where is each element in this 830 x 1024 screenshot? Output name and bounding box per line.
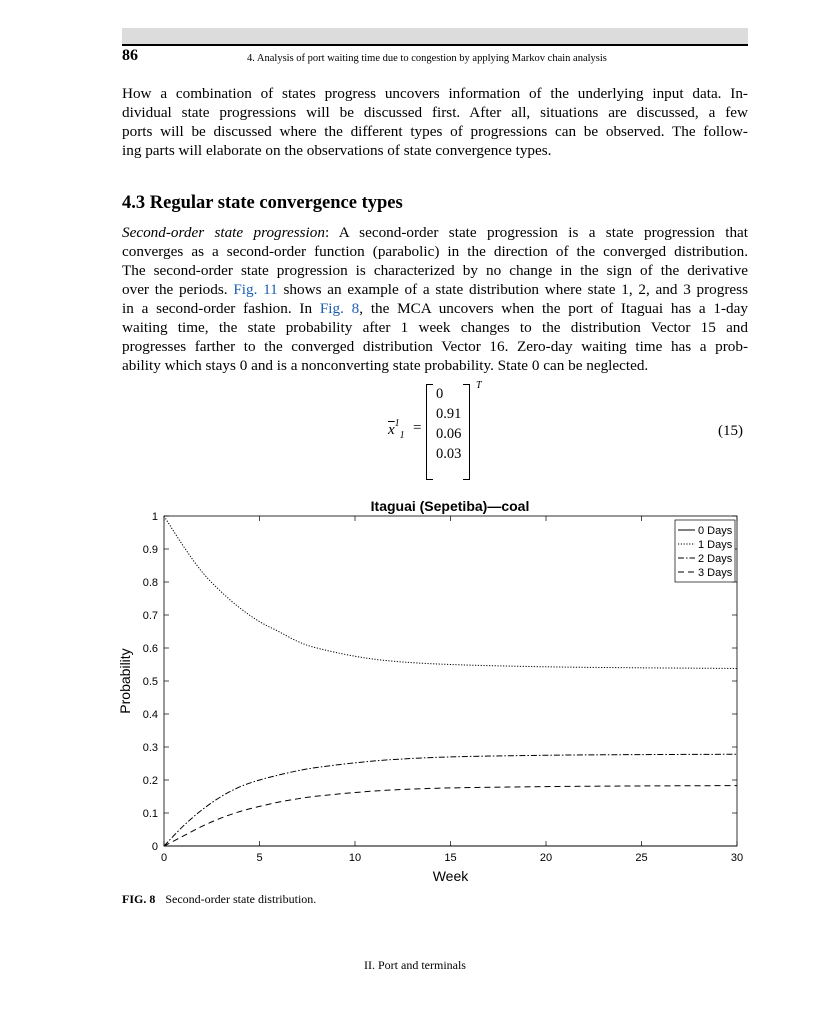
y-tick-label: 0.3	[142, 742, 158, 754]
intro-line: How a combination of states progress uncovers information of the underlying input data. In-	[122, 85, 748, 102]
y-tick-label: 0.7	[142, 610, 158, 622]
x-tick-label: 30	[730, 852, 744, 864]
body-paragraph	[122, 223, 748, 375]
body-line-4: over the periods. Fig. 11 shows an example of a state distribution where state 1, 2, and 3 progress	[122, 281, 748, 298]
y-tick-label: 1	[151, 511, 158, 523]
body-line-8: ability which stays 0 and is a nonconverting state probability. State 0 can be neglected.	[122, 357, 649, 374]
y-tick-label: 0.2	[142, 775, 158, 787]
legend-label: 1 Days	[698, 539, 733, 551]
x-tick-label: 15	[444, 852, 457, 864]
header-band	[122, 28, 748, 45]
left-bracket	[426, 384, 433, 480]
intro-line: dividual state progressions will be discussed first. After all, situations are discussed, a few	[122, 104, 748, 121]
section-title: 4.3 Regular state convergence types	[122, 193, 403, 213]
y-tick-label: 0.1	[142, 808, 158, 820]
y-tick-label: 0.4	[142, 709, 158, 721]
x-tick-label: 20	[539, 852, 553, 864]
page-number: 86	[122, 47, 138, 64]
equals-sign: =	[413, 420, 422, 436]
y-axis-label: Probability	[117, 648, 133, 714]
fig11-link[interactable]: Fig. 11	[233, 281, 278, 298]
vector-cell: 0.06	[436, 426, 462, 442]
y-tick-label: 0.8	[142, 577, 158, 589]
x-tick-label: 0	[160, 852, 168, 864]
vector-cell: 0.03	[436, 446, 462, 462]
vector-cell: 0.91	[436, 406, 462, 422]
legend-label: 0 Days	[698, 525, 733, 537]
fig8-link[interactable]: Fig. 8	[319, 300, 360, 317]
y-tick-label: 0	[151, 841, 158, 853]
chart-title: Itaguai (Sepetiba)—coal	[370, 498, 530, 514]
header-rule	[122, 44, 748, 46]
body-line-7: progresses farther to the converged distribution Vector 16. Zero-day waiting time has a prob-	[122, 338, 748, 355]
legend	[675, 520, 735, 582]
body-line-6: waiting time, the state probability after 1 week changes to the distribution Vector 15 and	[122, 319, 748, 336]
term: Second-order state progression	[122, 224, 325, 241]
transpose-mark: T	[476, 380, 482, 391]
figure-caption	[122, 892, 316, 907]
page-footer: II. Port and terminals	[364, 958, 466, 972]
y-tick-label: 0.9	[142, 544, 158, 556]
vector-cell: 0	[436, 386, 444, 402]
x-tick-label: 25	[635, 852, 648, 864]
equation-lhs: $\overline{x}^1_1$	[388, 418, 405, 441]
series-line-1-days	[164, 516, 737, 668]
legend-label: 2 Days	[698, 553, 733, 565]
x-axis-label: Week	[432, 868, 469, 884]
x-tick-label: 5	[256, 852, 263, 864]
intro-line: ing parts will elaborate on the observations of state convergence types.	[122, 142, 552, 159]
series-lines	[164, 516, 737, 846]
x-tick-label: 10	[348, 852, 362, 864]
y-tick-label: 0.6	[142, 643, 158, 655]
running-head: 4. Analysis of port waiting time due to congestion by applying Markov chain analysis	[247, 53, 607, 64]
y-tick-label: 0.5	[142, 676, 158, 688]
legend-label: 3 Days	[698, 567, 733, 579]
figure-label: FIG. 8	[122, 892, 156, 906]
body-line-5: in a second-order fashion. In Fig. 8, the MCA uncovers when the port of Itaguai has a 1-day	[122, 300, 748, 317]
equation-number: (15)	[718, 423, 743, 439]
right-bracket	[463, 384, 470, 480]
body-line-2: converges as a second-order function (parabolic) in the direction of the converged distribution.	[122, 243, 748, 260]
figure-caption-text: Second-order state distribution.	[165, 892, 317, 906]
line-chart	[110, 494, 760, 889]
body-line-1: Second-order state progression: A second-order state progression is a state progression that	[122, 224, 748, 241]
intro-line: ports will be discussed where the different types of progressions can be observed. The follow-	[122, 123, 748, 140]
series-line-2-days	[164, 754, 737, 846]
equation-15	[380, 380, 530, 490]
plot-frame	[164, 516, 737, 846]
body-line-3: The second-order state progression is characterized by no change in the sign of the derivative	[122, 262, 748, 279]
intro-paragraph	[122, 84, 748, 160]
series-line-3-days	[164, 786, 737, 846]
axis-ticks	[143, 511, 743, 864]
